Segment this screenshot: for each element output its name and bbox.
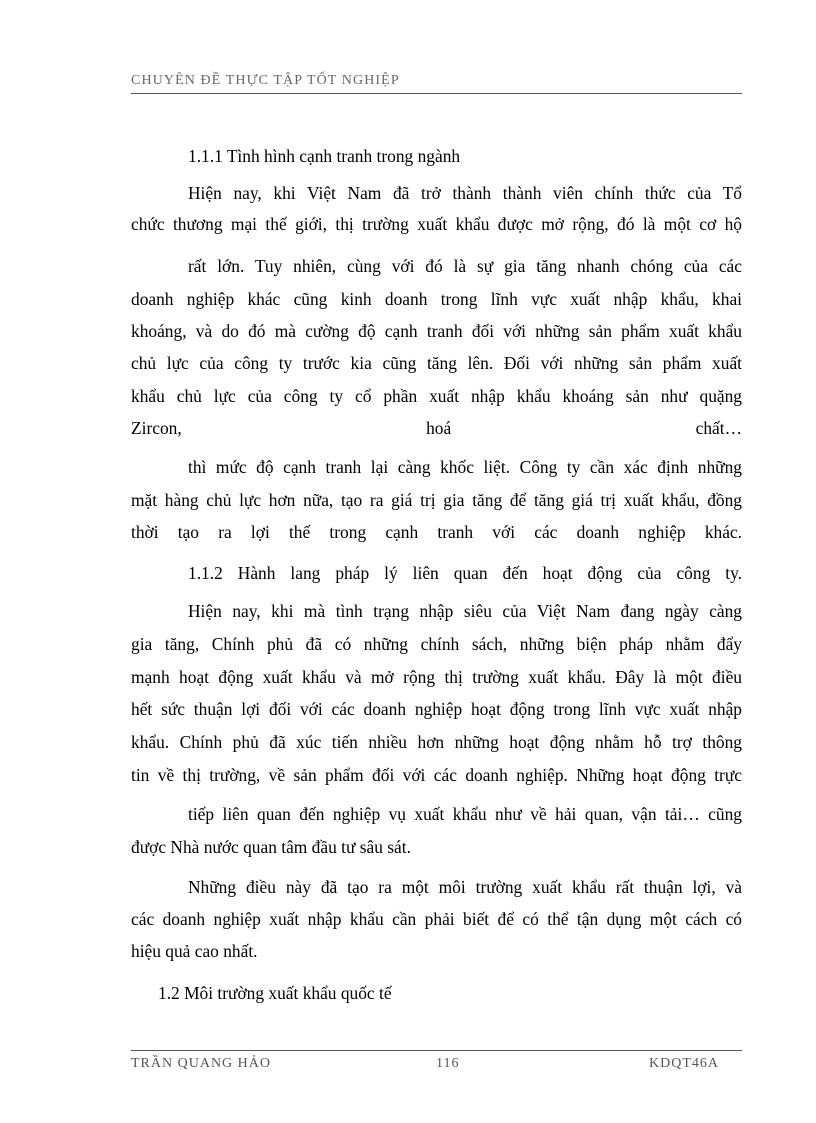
paragraph-line: hết sức thuận lợi đối với các doanh nghiệp hoạt động trong lĩnh vực xuất nhập (131, 699, 742, 719)
paragraph-line: gia tăng, Chính phủ đã có những chính sách, những biện pháp nhằm đẩy (131, 634, 742, 654)
section-heading-1-1-2: 1.1.2 Hành lang pháp lý liên quan đến hoạt động của công ty. (188, 563, 742, 583)
paragraph-line: chủ lực của công ty trước kia cũng tăng lên. Đối với những sản phẩm xuất (131, 353, 742, 373)
section-heading-1-2: 1.2 Môi trường xuất khẩu quốc tế (158, 983, 392, 1003)
paragraph-line: được Nhà nước quan tâm đầu tư sâu sát. (131, 837, 411, 857)
paragraph-line: tiếp liên quan đến nghiệp vụ xuất khẩu như về hải quan, vận tải… cũng (188, 804, 742, 824)
paragraph-line: khẩu. Chính phủ đã xúc tiến nhiều hơn những hoạt động nhằm hỗ trợ thông (131, 732, 742, 752)
section-heading-1-1-1: 1.1.1 Tình hình cạnh tranh trong ngành (188, 146, 461, 166)
page-number: 116 (436, 1056, 460, 1071)
running-header: CHUYÊN ĐỀ THỰC TẬP TỐT NGHIỆP (131, 73, 400, 88)
paragraph-line: thời tạo ra lợi thế trong cạnh tranh với các doanh nghiệp khác. (131, 522, 742, 542)
footer-code: KDQT46A (649, 1056, 719, 1071)
paragraph-line: Zircon, hoá chất… (131, 418, 742, 438)
paragraph-line: rất lớn. Tuy nhiên, cùng với đó là sự gia tăng nhanh chóng của các (188, 256, 742, 276)
paragraph-line: Hiện nay, khi Việt Nam đã trở thành thành viên chính thức của Tổ (188, 183, 742, 203)
paragraph-line: chức thương mại thế giới, thị trường xuất khẩu được mở rộng, đó là một cơ hộ (131, 214, 742, 234)
paragraph-line: Hiện nay, khi mà tình trạng nhập siêu của Việt Nam đang ngày càng (188, 601, 742, 621)
paragraph-line: thì mức độ cạnh tranh lại càng khốc liệt. Công ty cần xác định những (188, 457, 742, 477)
paragraph-line: doanh nghiệp khác cũng kinh doanh trong lĩnh vực xuất nhập khẩu, khai (131, 289, 742, 309)
paragraph-line: hiệu quả cao nhất. (131, 941, 258, 961)
paragraph-line: Những điều này đã tạo ra một môi trường xuất khẩu rất thuận lợi, và (188, 877, 742, 897)
footer-rule (131, 1050, 742, 1051)
footer-author: TRẦN QUANG HẢO (131, 1056, 271, 1071)
paragraph-line: khẩu chủ lực của công ty cổ phần xuất nhập khẩu khoáng sản như quặng (131, 386, 742, 406)
header-rule (131, 93, 742, 94)
paragraph-line: các doanh nghiệp xuất nhập khẩu cần phải biết để có thể tận dụng một cách có (131, 909, 742, 929)
paragraph-line: khoáng, và do đó mà cường độ cạnh tranh đối với những sản phẩm xuất khẩu (131, 321, 742, 341)
paragraph-line: tin về thị trường, về sản phẩm đối với các doanh nghiệp. Những hoạt động trực (131, 765, 742, 785)
paragraph-line: mặt hàng chủ lực hơn nữa, tạo ra giá trị gia tăng để tăng giá trị xuất khẩu, đồng (131, 490, 742, 510)
paragraph-line: mạnh hoạt động xuất khẩu và mở rộng thị trường xuất khẩu. Đây là một điều (131, 667, 742, 687)
